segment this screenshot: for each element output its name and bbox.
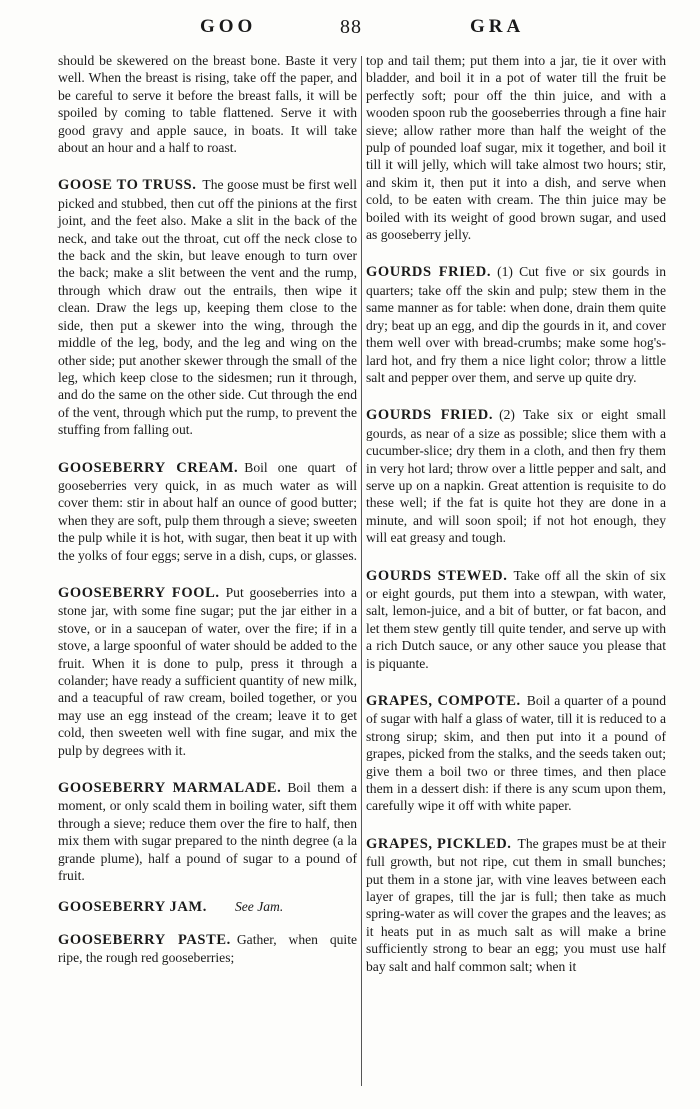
entry-gooseberry-paste [58, 931, 357, 967]
entry-gooseberry-jam [58, 898, 357, 916]
entry-grapes-pickled [366, 835, 666, 975]
entry-headword: GOURDS STEWED. [366, 567, 508, 584]
entry-headword: GOOSEBERRY JAM. [58, 899, 207, 916]
column-divider [361, 56, 362, 1086]
page-number: 88 [340, 16, 362, 38]
left-column [58, 52, 357, 967]
entry-text: Boil a quarter of a pound of sugar with half a glass of water, till it is reduced to a strong sirup; skim, and then put into it a pound of grapes, picked from the stalks, and the seeds taken out; give them a boil two or three times, and then place them in a dessert dish: if there is any scum upon them, carefully wipe it off with white paper. [366, 693, 666, 814]
continued-text: top and tail them; put them into a jar, tie it over with bladder, and boil it in a pot of water till the fruit be perfectly soft; pour off the thin juice, and with a wooden spoon rub the gooseberries through a fine hair sieve; allow rather more than half the weight of the pulp of pounded loaf sugar, mix it together, and boil it till it will jelly, which will take almost two hours; stir, and skim it, then put it into a dish, and serve when cold, to be eaten with cream. The thin juice may be boiled with its weight of good brown sugar, and used as gooseberry jelly. [366, 53, 666, 243]
entry-headword: GRAPES, COMPOTE. [366, 693, 521, 709]
entry-text: The goose must be first well picked and stubbed, then cut off the pinions at the first joint, and the feet also. Make a slit in the back of the neck, and take out the throat, cut off the neck close to the back and the skin, but leave enough to turn over the back; make a slit between the vent and the rump, through which draw out the entrails, then wipe it clean. Draw the legs up, keeping them close to the side, then put a skewer into the wing, through the middle of the leg, body, and the leg and wing on the other side; put another skewer through the small of the leg, which keep close to the sidesmen; run it through, and do the same on the other side. Cut through the end of the vent, through which put the rump, to prevent the stuffing from falling out. [58, 177, 357, 438]
entry-headword: GOURDS FRIED. [366, 407, 494, 424]
cross-reference: See Jam. [234, 899, 284, 915]
header-right-guideword: GRA [470, 16, 525, 37]
entry-goose-to-truss [58, 176, 357, 438]
entry-headword: GRAPES, PICKLED. [366, 835, 512, 852]
entry-text: Boil one quart of gooseberries very quick, in as much water as will cover them: stir in about half an ounce of good butter; when they are soft, pulp them through a sieve; sweeten the pulp while it is hot, with sugar, then beat it up with the yolks of four eggs; serve in a dish, cups, or glasses. [58, 459, 358, 563]
entry-headword: GOOSEBERRY MARMALADE. [58, 780, 282, 797]
entry-text: (1) Cut five or six gourds in quarters; take off the skin and pulp; stew them in the same manner as for table: when done, drain them quite dry; beat up an egg, and dip the gourds in it, and cover them well over with bread-crumbs; make some hog's-lard hot, and fry them a nice light color; throw a little salt and pepper over them, and serve up quite dry. [366, 264, 666, 385]
entry-text: (2) Take six or eight small gourds, as near of a size as possible; slice them with a cucumber-slice; dry them in a cloth, and then fry them in very hot lard; throw over a little pepper and salt, and serve up on a napkin. Great attention is requisite to do these well; if the fat is quite hot they are done in a minute, and will soon spoil; if not hot enough, they will eat greasy and tough. [366, 407, 666, 546]
entry-gooseberry-cream [58, 459, 357, 564]
entry-text: Gather, when quite ripe, the rough red gooseberries; [58, 931, 358, 966]
entry-gooseberry-fool [58, 584, 357, 759]
running-header [0, 16, 700, 50]
entry-gourds-stewed [366, 567, 666, 672]
header-left-guideword: GOO [200, 16, 257, 37]
right-column [366, 52, 666, 975]
entry-text: The grapes must be at their full growth, but not ripe, cut them in small bunches; put them in a stone jar, with vine leaves between each layer of grapes, till the jar is full; then take as much spring-water as will cover the grapes and the leaves; as it heats put in as much salt as will make a brine sufficiently strong to bear an egg; you must use half bay salt and half common salt; when it [366, 835, 666, 974]
entry-headword: GOURDS FRIED. [366, 264, 492, 281]
entry-headword: GOOSEBERRY FOOL. [58, 584, 220, 601]
entry-text: Take off all the skin of six or eight gourds, put them into a stewpan, with water, salt, lemon-juice, and a bit of butter, or fat bacon, and let them stew gently till quite tender, and serve up with a rich Dutch sauce, or any other sauce you please that is piquante. [366, 567, 666, 671]
entry-gourds-fried-2 [366, 406, 666, 546]
entry-headword: GOOSEBERRY CREAM. [58, 459, 239, 476]
entry-gourds-fried-1 [366, 263, 666, 386]
entry-text: Put gooseberries into a stone jar, with some fine sugar; put the jar either in a stove, or in a saucepan of water, over the fire; if in a stove, a large spoonful of water should be added to the fruit. When it is done to pulp, press it through a colander; have ready a sufficient quantity of new milk, and a teacupful of raw cream, boiled together, or you may use an egg instead of the cream; leave it to get cold, then sweeten well with fine sugar, and mix the pulp by degrees with it. [58, 584, 357, 758]
entry-gooseberry-marmalade [58, 779, 357, 884]
entry-headword: GOOSE TO TRUSS. [58, 177, 197, 194]
entry-grapes-compote [366, 692, 666, 815]
continued-text: should be skewered on the breast bone. Baste it very well. When the breast is rising, take off the paper, and be careful to serve it before the breast falls, it will be spoiled by coming to table flattened. Serve it with good gravy and apple sauce, in boats. It will take about an hour and a half to roast. [58, 53, 357, 156]
entry-text: Boil them a moment, or only scald them in boiling water, sift them through a sieve; reduce them over the fire to half, then mix them with sugar prepared to the ninth degree (a la grande plume), half a pound of sugar to a pound of fruit. [58, 780, 357, 884]
entry-headword: GOOSEBERRY PASTE. [58, 931, 231, 948]
